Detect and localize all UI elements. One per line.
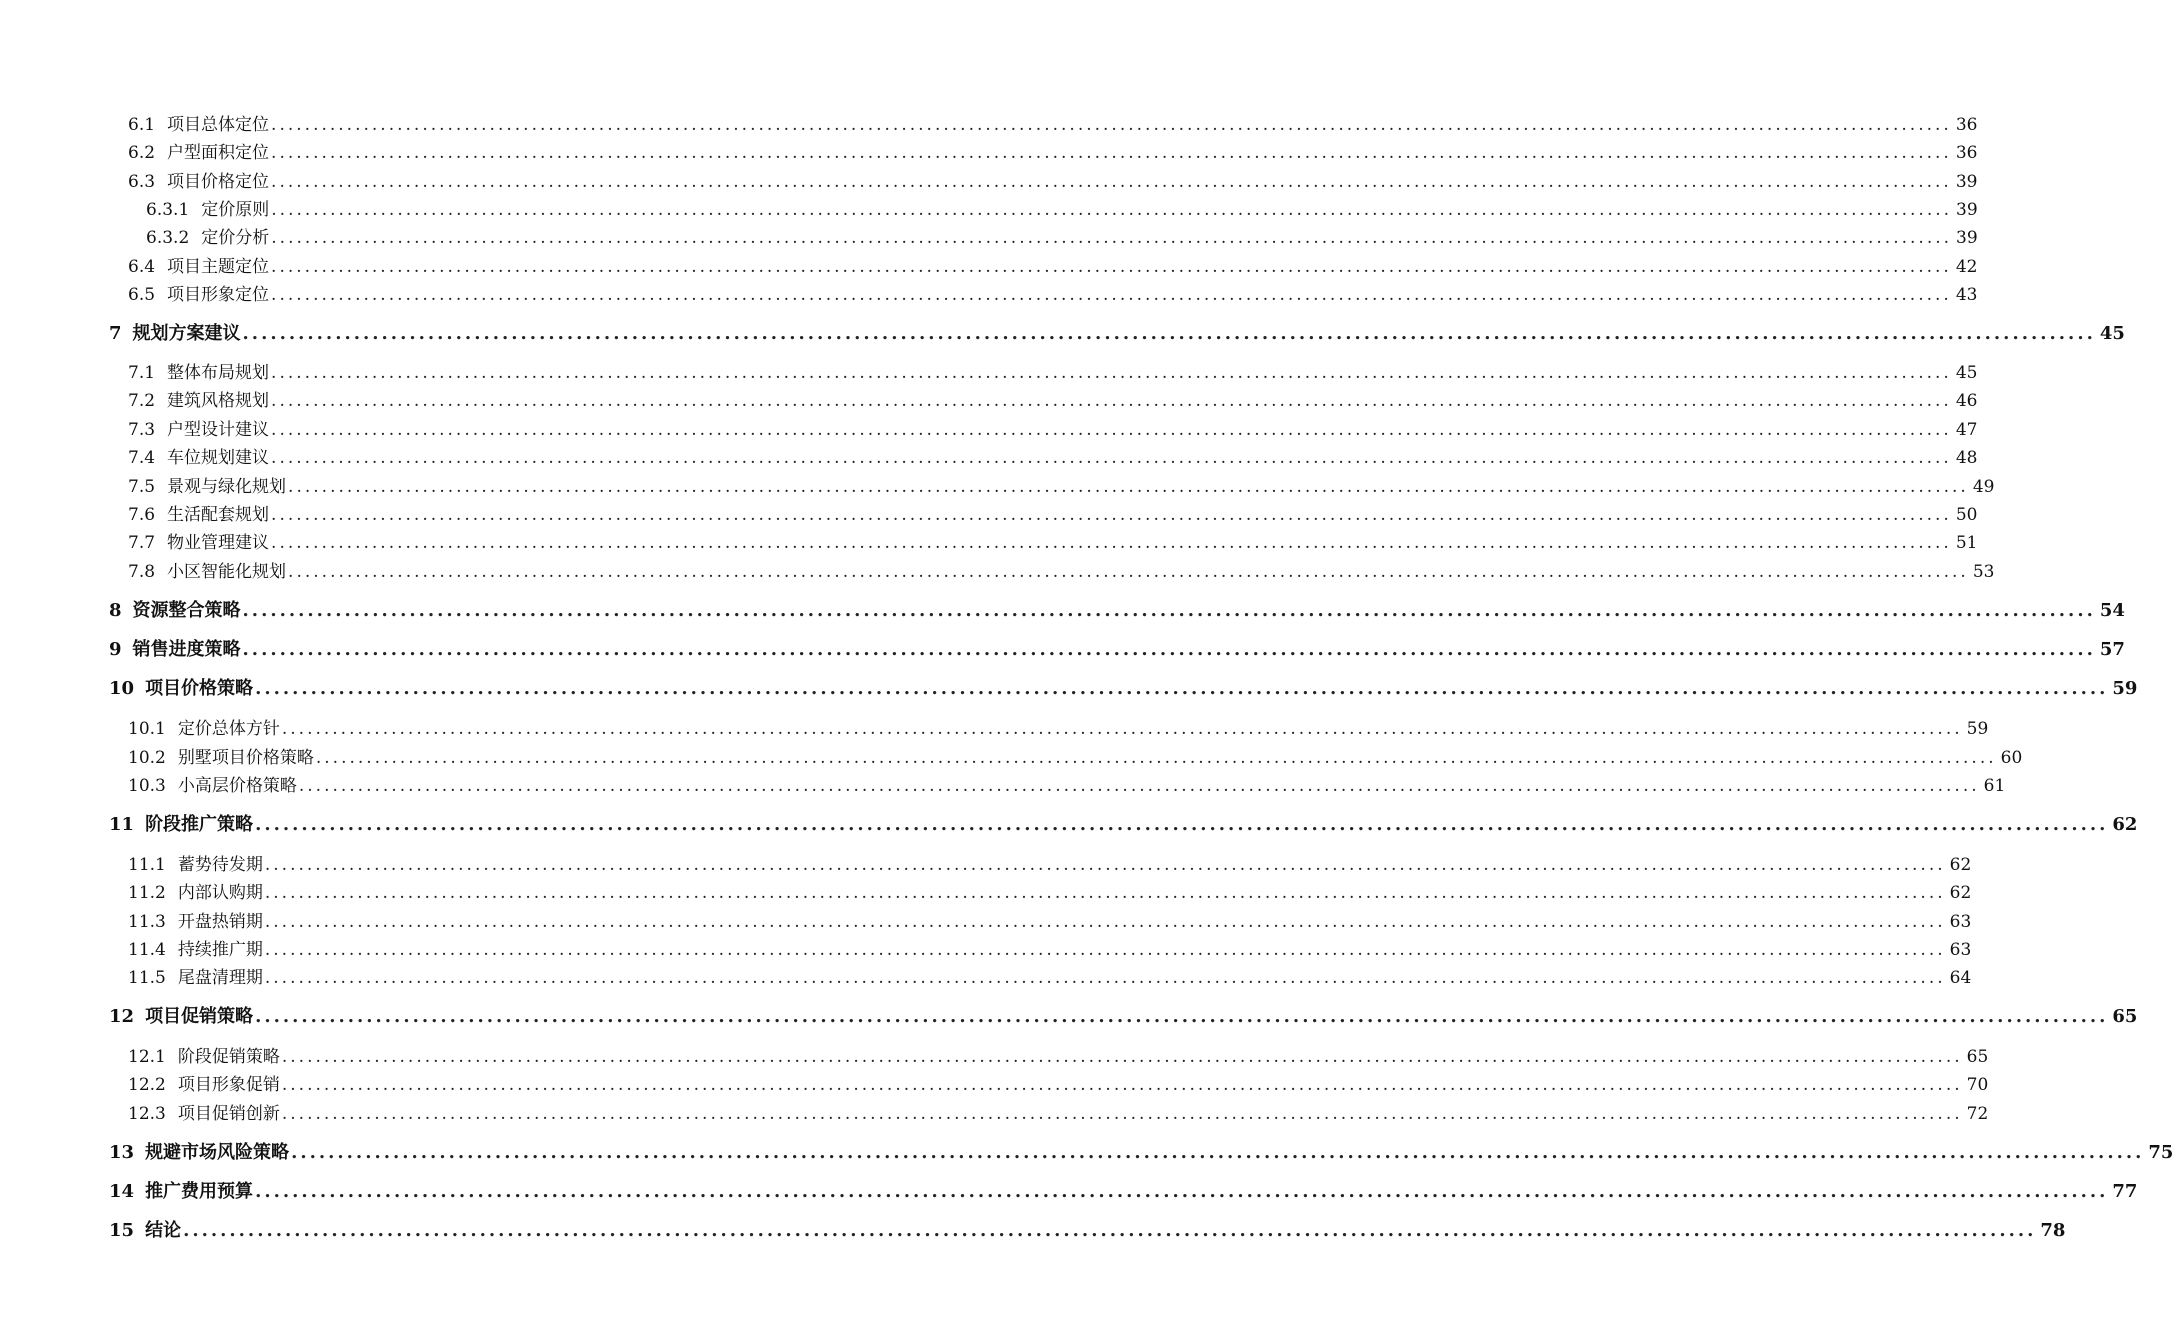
toc-entry-title: 小高层价格策略 [177, 776, 297, 796]
toc-entry[interactable] [0, 963, 1972, 988]
toc-entry[interactable] [0, 596, 2125, 622]
toc-dot-leader: ........................................................................................................................................................................................................ [242, 600, 2096, 621]
toc-entry-page-number: 43 [1955, 285, 1978, 305]
toc-entry[interactable] [0, 386, 1978, 411]
toc-entry[interactable] [0, 1216, 2066, 1242]
toc-dot-leader: ........................................................................................................................................................................................................ [255, 1181, 2109, 1202]
toc-dot-leader: ........................................................................................................................................................................................................ [264, 855, 1946, 875]
toc-entry[interactable] [0, 1070, 1989, 1095]
toc-entry-number: 10.3 [128, 776, 166, 796]
toc-entry-page-number: 45 [1955, 363, 1978, 383]
toc-entry-number: 12.2 [128, 1075, 166, 1095]
toc-entry[interactable] [0, 1138, 2173, 1164]
toc-entry-title: 项目促销创新 [177, 1104, 280, 1124]
toc-entry-number: 11.2 [128, 883, 166, 903]
toc-entry-title: 推广费用预算 [145, 1181, 254, 1202]
toc-entry-page-number: 46 [1955, 391, 1978, 411]
toc-entry-page-number: 64 [1949, 968, 1972, 988]
toc-entry-number: 7.2 [128, 391, 156, 411]
toc-dot-leader: ........................................................................................................................................................................................................ [271, 285, 1952, 305]
toc-entry[interactable] [0, 1177, 2138, 1203]
toc-entry-number: 7.1 [128, 363, 156, 383]
toc-entry-title: 景观与绿化规划 [167, 477, 287, 497]
toc-dot-leader: ........................................................................................................................................................................................................ [288, 477, 1969, 497]
toc-entry[interactable] [0, 714, 1989, 739]
toc-entry[interactable] [0, 138, 1978, 163]
toc-entry-page-number: 39 [1956, 200, 1978, 220]
toc-entry[interactable] [0, 195, 1978, 220]
toc-dot-leader: ........................................................................................................................................................................................................ [281, 1104, 1963, 1124]
toc-entry-page-number: 36 [1955, 115, 1978, 135]
toc-entry-number: 12.1 [128, 1047, 166, 1067]
toc-entry-page-number: 49 [1972, 477, 1995, 497]
toc-entry-page-number: 39 [1956, 228, 1978, 248]
toc-entry-page-number: 42 [1955, 257, 1978, 277]
toc-entry-page-number: 61 [1983, 776, 2006, 796]
toc-dot-leader: ........................................................................................................................................................................................................ [255, 1006, 2109, 1027]
toc-dot-leader: ........................................................................................................................................................................................................ [271, 505, 1952, 525]
toc-entry-title: 定价原则 [201, 200, 270, 220]
toc-entry-page-number: 53 [1972, 562, 1995, 582]
toc-entry-number: 10.2 [128, 748, 166, 768]
toc-entry-page-number: 70 [1966, 1075, 1989, 1095]
toc-entry-number: 6.4 [128, 257, 156, 277]
toc-entry[interactable] [0, 935, 1972, 960]
toc-entry-title: 规划方案建议 [132, 323, 241, 344]
toc-entry-number: 6.1 [128, 115, 156, 135]
toc-entry-page-number: 50 [1955, 505, 1978, 525]
toc-entry[interactable] [0, 280, 1978, 305]
toc-entry-page-number: 72 [1966, 1104, 1989, 1124]
toc-entry[interactable] [0, 557, 1995, 582]
toc-entry[interactable] [0, 907, 1972, 932]
toc-entry[interactable] [0, 252, 1978, 277]
toc-entry-title: 项目形象定位 [167, 285, 270, 305]
toc-entry[interactable] [0, 415, 1978, 440]
toc-entry-number: 7 [109, 323, 122, 344]
toc-entry-number: 11.3 [128, 912, 166, 932]
toc-entry-title: 定价分析 [201, 228, 270, 248]
toc-entry-number: 15 [109, 1220, 135, 1241]
toc-entry[interactable] [0, 500, 1978, 525]
toc-entry-number: 7.5 [128, 477, 156, 497]
toc-entry-title: 小区智能化规划 [167, 562, 287, 582]
toc-entry[interactable] [0, 358, 1978, 383]
toc-entry[interactable] [0, 528, 1978, 553]
toc-entry[interactable] [0, 1042, 1989, 1067]
toc-entry[interactable] [0, 743, 2023, 768]
toc-entry[interactable] [0, 110, 1978, 135]
toc-entry-number: 7.6 [128, 505, 156, 525]
toc-entry-number: 6.2 [128, 143, 156, 163]
toc-entry[interactable] [0, 1002, 2138, 1028]
toc-entry-title: 阶段推广策略 [145, 814, 254, 835]
toc-entry-page-number: 63 [1949, 912, 1972, 932]
toc-entry-page-number: 63 [1949, 940, 1972, 960]
toc-entry-title: 规避市场风险策略 [145, 1142, 290, 1163]
toc-entry[interactable] [0, 319, 2125, 345]
toc-entry[interactable] [0, 1099, 1989, 1124]
toc-dot-leader: ........................................................................................................................................................................................................ [271, 257, 1952, 277]
toc-entry-page-number: 45 [2099, 323, 2125, 344]
toc-entry-page-number: 60 [2000, 748, 2023, 768]
toc-entry-page-number: 62 [1949, 883, 1972, 903]
toc-entry-title: 尾盘清理期 [177, 968, 263, 988]
toc-entry[interactable] [0, 167, 1978, 192]
toc-entry-title: 内部认购期 [177, 883, 263, 903]
toc-entry-title: 项目总体定位 [167, 115, 270, 135]
toc-entry-title: 开盘热销期 [177, 912, 263, 932]
toc-entry-number: 7.7 [128, 533, 156, 553]
toc-entry-number: 12 [109, 1006, 135, 1027]
toc-dot-leader: ........................................................................................................................................................................................................ [271, 391, 1952, 411]
toc-entry-number: 11.5 [128, 968, 166, 988]
toc-entry-page-number: 75 [2148, 1142, 2173, 1163]
toc-dot-leader: ........................................................................................................................................................................................................ [255, 678, 2109, 699]
toc-entry-number: 11.4 [128, 940, 166, 960]
toc-dot-leader: ........................................................................................................................................................................................................ [255, 814, 2109, 835]
toc-entry-number: 6.3.2 [146, 228, 190, 248]
toc-entry-title: 项目价格定位 [167, 172, 270, 192]
toc-entry-number: 14 [109, 1181, 135, 1202]
toc-entry-title: 项目促销策略 [145, 1006, 254, 1027]
toc-entry-title: 蓄势待发期 [177, 855, 263, 875]
toc-dot-leader: ........................................................................................................................................................................................................ [271, 200, 1953, 220]
toc-entry-title: 生活配套规划 [167, 505, 270, 525]
toc-dot-leader: ........................................................................................................................................................................................................ [291, 1142, 2145, 1163]
toc-entry-page-number: 59 [1966, 719, 1989, 739]
toc-entry-page-number: 77 [2112, 1181, 2138, 1202]
toc-dot-leader: ........................................................................................................................................................................................................ [281, 719, 1963, 739]
toc-entry[interactable] [0, 674, 2138, 700]
toc-entry-number: 12.3 [128, 1104, 166, 1124]
toc-dot-leader: ........................................................................................................................................................................................................ [315, 748, 1997, 768]
toc-entry-number: 11.1 [128, 855, 166, 875]
toc-dot-leader: ........................................................................................................................................................................................................ [271, 228, 1953, 248]
toc-dot-leader: ........................................................................................................................................................................................................ [264, 912, 1946, 932]
toc-entry-number: 7.3 [128, 420, 156, 440]
toc-entry-page-number: 59 [2112, 678, 2138, 699]
toc-entry-page-number: 65 [1966, 1047, 1989, 1067]
toc-entry-number: 10.1 [128, 719, 166, 739]
toc-dot-leader: ........................................................................................................................................................................................................ [271, 143, 1952, 163]
toc-entry-title: 建筑风格规划 [167, 391, 270, 411]
toc-entry-title: 结论 [145, 1220, 182, 1241]
toc-entry-title: 定价总体方针 [177, 719, 280, 739]
toc-dot-leader: ........................................................................................................................................................................................................ [288, 562, 1969, 582]
toc-dot-leader: ........................................................................................................................................................................................................ [271, 420, 1952, 440]
toc-entry-title: 项目价格策略 [145, 678, 254, 699]
toc-entry-number: 7.4 [128, 448, 156, 468]
toc-entry-page-number: 57 [2099, 639, 2125, 660]
toc-entry-title: 项目主题定位 [167, 257, 270, 277]
toc-entry-title: 持续推广期 [177, 940, 263, 960]
toc-entry-page-number: 47 [1955, 420, 1978, 440]
toc-entry-page-number: 78 [2040, 1220, 2066, 1241]
toc-dot-leader: ........................................................................................................................................................................................................ [271, 115, 1952, 135]
toc-entry-number: 7.8 [128, 562, 156, 582]
toc-entry-page-number: 62 [1949, 855, 1972, 875]
toc-entry-page-number: 48 [1955, 448, 1978, 468]
toc-entry-number: 6.5 [128, 285, 156, 305]
toc-entry[interactable] [0, 850, 1972, 875]
toc-dot-leader: ........................................................................................................................................................................................................ [242, 639, 2096, 660]
toc-entry-page-number: 36 [1955, 143, 1978, 163]
toc-dot-leader: ........................................................................................................................................................................................................ [242, 323, 2096, 344]
toc-dot-leader: ........................................................................................................................................................................................................ [281, 1047, 1963, 1067]
toc-entry-title: 资源整合策略 [132, 600, 241, 621]
toc-entry[interactable] [0, 472, 1995, 497]
toc-entry-title: 阶段促销策略 [177, 1047, 280, 1067]
toc-entry-title: 项目形象促销 [177, 1075, 280, 1095]
toc-entry-title: 户型设计建议 [167, 420, 270, 440]
toc-entry[interactable] [0, 223, 1978, 248]
toc-entry-page-number: 51 [1955, 533, 1978, 553]
toc-entry-page-number: 65 [2112, 1006, 2138, 1027]
toc-dot-leader: ........................................................................................................................................................................................................ [281, 1075, 1963, 1095]
toc-entry-title: 整体布局规划 [167, 363, 270, 383]
toc-dot-leader: ........................................................................................................................................................................................................ [271, 172, 1952, 192]
toc-entry-number: 9 [109, 639, 122, 660]
toc-dot-leader: ........................................................................................................................................................................................................ [271, 533, 1952, 553]
toc-dot-leader: ........................................................................................................................................................................................................ [271, 363, 1952, 383]
toc-entry-number: 8 [109, 600, 122, 621]
toc-dot-leader: ........................................................................................................................................................................................................ [264, 883, 1946, 903]
toc-entry-page-number: 54 [2099, 600, 2125, 621]
toc-entry-title: 户型面积定位 [167, 143, 270, 163]
toc-entry[interactable] [0, 771, 2006, 796]
toc-entry-number: 13 [109, 1142, 135, 1163]
toc-entry-number: 10 [109, 678, 135, 699]
toc-dot-leader: ........................................................................................................................................................................................................ [264, 968, 1946, 988]
toc-dot-leader: ........................................................................................................................................................................................................ [264, 940, 1946, 960]
toc-entry-page-number: 39 [1955, 172, 1978, 192]
toc-entry-number: 6.3.1 [146, 200, 190, 220]
toc-entry-title: 别墅项目价格策略 [177, 748, 314, 768]
toc-dot-leader: ........................................................................................................................................................................................................ [298, 776, 1980, 796]
toc-entry-number: 6.3 [128, 172, 156, 192]
toc-entry-title: 物业管理建议 [167, 533, 270, 553]
toc-entry[interactable] [0, 443, 1978, 468]
toc-entry[interactable] [0, 878, 1972, 903]
toc-entry-title: 销售进度策略 [132, 639, 241, 660]
toc-entry-title: 车位规划建议 [167, 448, 270, 468]
toc-entry[interactable] [0, 635, 2125, 661]
toc-entry[interactable] [0, 810, 2138, 836]
toc-entry-page-number: 62 [2112, 814, 2138, 835]
toc-dot-leader: ........................................................................................................................................................................................................ [183, 1220, 2037, 1241]
toc-entry-number: 11 [109, 814, 135, 835]
toc-dot-leader: ........................................................................................................................................................................................................ [271, 448, 1952, 468]
